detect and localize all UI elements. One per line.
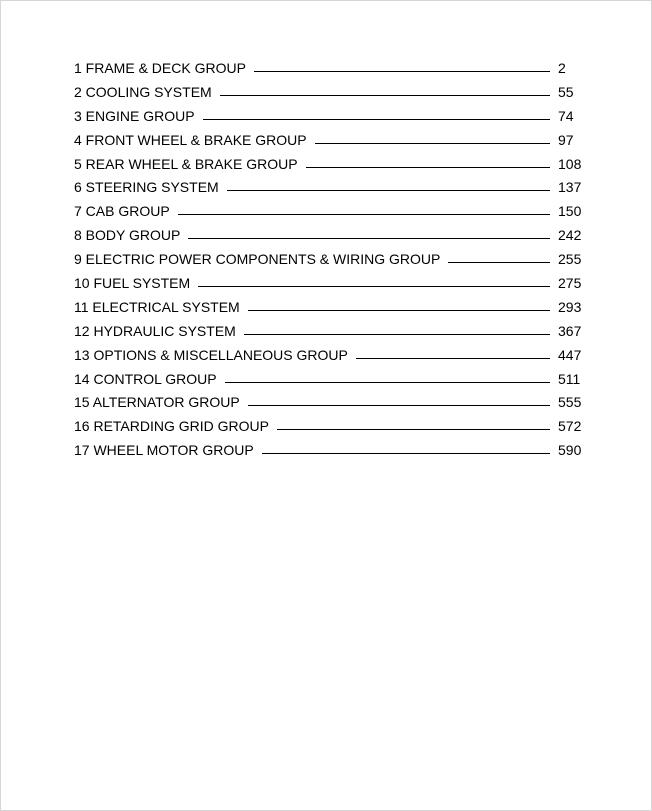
toc-entry-page: 511 xyxy=(558,370,581,387)
toc-entry-page: 150 xyxy=(558,203,582,220)
toc-leader-line xyxy=(227,190,550,191)
toc-entry-title: 8 BODY GROUP xyxy=(74,227,181,244)
toc-leader-line xyxy=(244,334,550,335)
toc-leader-line xyxy=(188,238,550,239)
toc-leader-line xyxy=(248,310,550,311)
toc-entry[interactable] xyxy=(74,274,584,298)
toc-leader-line xyxy=(220,95,550,96)
toc-leader-line xyxy=(306,167,550,168)
toc-entry-title: 14 CONTROL GROUP xyxy=(74,370,217,387)
toc-entry[interactable] xyxy=(74,298,584,322)
toc-entry[interactable] xyxy=(74,83,584,107)
toc-entry-title: 12 HYDRAULIC SYSTEM xyxy=(74,322,236,339)
toc-entry[interactable] xyxy=(74,59,584,83)
toc-entry[interactable] xyxy=(74,202,584,226)
toc-leader-line xyxy=(198,286,550,287)
toc-leader-line xyxy=(448,262,550,263)
toc-entry[interactable] xyxy=(74,226,584,250)
toc-entry[interactable] xyxy=(74,370,584,394)
toc-entry[interactable] xyxy=(74,250,584,274)
toc-entry-page: 97 xyxy=(558,131,574,148)
toc-entry-title: 6 STEERING SYSTEM xyxy=(74,179,219,196)
toc-entry-title: 15 ALTERNATOR GROUP xyxy=(74,394,240,411)
toc-entry-page: 367 xyxy=(558,322,582,339)
toc-entry-page: 590 xyxy=(558,442,582,459)
toc-entry[interactable] xyxy=(74,393,584,417)
table-of-contents xyxy=(74,59,584,465)
toc-leader-line xyxy=(225,382,550,383)
toc-entry-page: 572 xyxy=(558,418,582,435)
toc-entry-page: 255 xyxy=(558,251,582,268)
toc-entry[interactable] xyxy=(74,322,584,346)
toc-entry[interactable] xyxy=(74,441,584,465)
toc-entry-page: 137 xyxy=(558,179,582,196)
toc-entry-page: 555 xyxy=(558,394,582,411)
toc-leader-line xyxy=(254,71,550,72)
toc-entry-page: 108 xyxy=(558,155,582,172)
toc-entry-page: 293 xyxy=(558,298,582,315)
toc-entry-title: 2 COOLING SYSTEM xyxy=(74,83,212,100)
toc-entry-title: 10 FUEL SYSTEM xyxy=(74,275,191,292)
toc-leader-line xyxy=(178,214,550,215)
toc-entry[interactable] xyxy=(74,417,584,441)
toc-leader-line xyxy=(248,405,550,406)
toc-leader-line xyxy=(262,453,550,454)
toc-leader-line xyxy=(277,429,550,430)
toc-entry-title: 7 CAB GROUP xyxy=(74,203,170,220)
toc-entry-page: 275 xyxy=(558,275,582,292)
toc-entry-page: 74 xyxy=(558,107,574,124)
toc-leader-line xyxy=(315,143,550,144)
toc-entry-page: 55 xyxy=(558,83,574,100)
toc-entry-title: 17 WHEEL MOTOR GROUP xyxy=(74,442,254,459)
toc-entry[interactable] xyxy=(74,131,584,155)
toc-entry-title: 13 OPTIONS & MISCELLANEOUS GROUP xyxy=(74,346,348,363)
toc-entry[interactable] xyxy=(74,178,584,202)
toc-entry[interactable] xyxy=(74,346,584,370)
toc-entry-title: 1 FRAME & DECK GROUP xyxy=(74,60,246,76)
toc-entry-page: 242 xyxy=(558,227,582,244)
toc-entry-title: 9 ELECTRIC POWER COMPONENTS & WIRING GROUP xyxy=(74,251,441,268)
toc-entry-title: 11 ELECTRICAL SYSTEM xyxy=(74,298,240,315)
toc-entry-title: 4 FRONT WHEEL & BRAKE GROUP xyxy=(74,131,307,148)
toc-entry-title: 16 RETARDING GRID GROUP xyxy=(74,418,269,435)
toc-entry-title: 5 REAR WHEEL & BRAKE GROUP xyxy=(74,155,298,172)
toc-entry-page: 2 xyxy=(558,60,566,76)
toc-leader-line xyxy=(356,358,550,359)
toc-entry[interactable] xyxy=(74,155,584,179)
toc-leader-line xyxy=(203,119,550,120)
toc-entry-page: 447 xyxy=(558,346,582,363)
toc-entry-title: 3 ENGINE GROUP xyxy=(74,107,195,124)
toc-entry[interactable] xyxy=(74,107,584,131)
